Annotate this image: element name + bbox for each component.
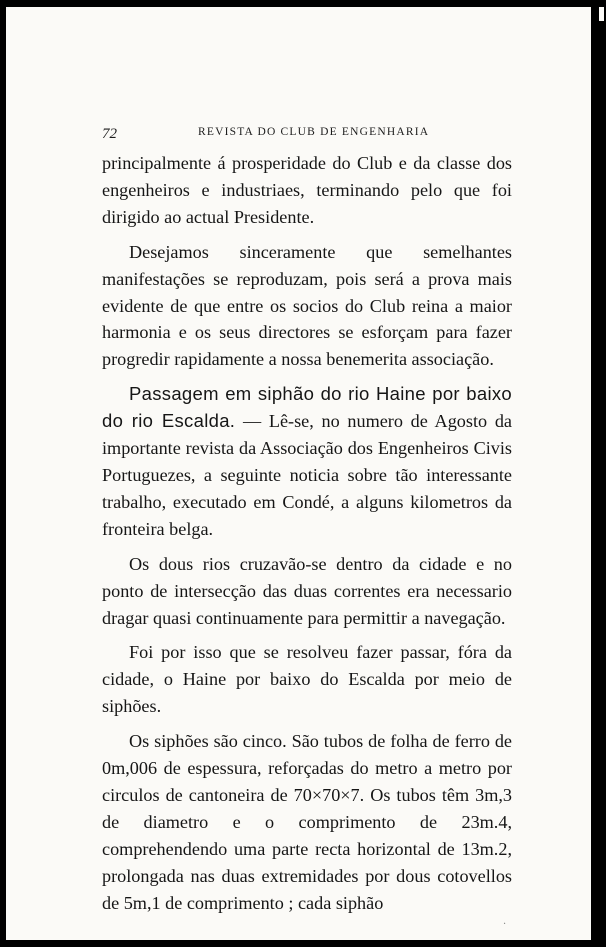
running-title: REVISTA DO CLUB DE ENGENHARIA — [198, 126, 430, 138]
page-header — [102, 124, 512, 144]
book-page — [6, 7, 591, 940]
page-number: 72 — [102, 126, 117, 142]
article-body — [102, 150, 512, 916]
paragraph-continuation: principalmente á prosperidade do Club e da classe dos engenheiros e industriaes, terminando pelo que foi dirigido ao actual Presidente. — [102, 153, 512, 227]
section-paragraph — [102, 381, 512, 542]
paragraph-rivers: Os dous rios cruzavão-se dentro da cidade e no ponto de intersecção das duas correntes era necessario dragar quasi continuamente para permittir a navegação. — [102, 553, 512, 628]
section-title: Passagem em siphão do rio Haine por baixo do rio Escalda. — [102, 383, 512, 432]
paper-speck-mark: · — [503, 919, 507, 930]
paragraph-siphons: Os siphões são cinco. São tubos de folha de ferro de 0m,006 de espessura, reforçadas do metro a metro por circulos de cantoneira de 70×70×7. Os tubos têm 3m,3 de diametro e o comprimento de 23m.4, comprehendendo uma parte recta horizontal de 13m.2, prolongada nas duas extremidades por dous cotovellos de 5m,1 de comprimento ; cada siphão — [102, 731, 512, 913]
page-edge-fragment — [599, 7, 604, 21]
paragraph-decision: Foi por isso que se resolveu fazer passar, fóra da cidade, o Haine por baixo do Escalda por meio de siphões. — [102, 642, 512, 717]
paragraph-wishes: Desejamos sinceramente que semelhantes manifestações se reproduzam, pois será a prova mais evidente de que entre os socios do Club reina a maior harmonia e os seus directores se esforçam para fazer progredir rapidamente a nossa benemerita associação. — [102, 241, 512, 370]
section-intro-text: — Lê-se, no numero de Agosto da importante revista da Associação dos Engenheiros Civis Portuguezes, a seguinte noticia sobre tão interessante trabalho, executado em Condé, a alguns kilometros da fronteira belga. — [102, 411, 512, 539]
